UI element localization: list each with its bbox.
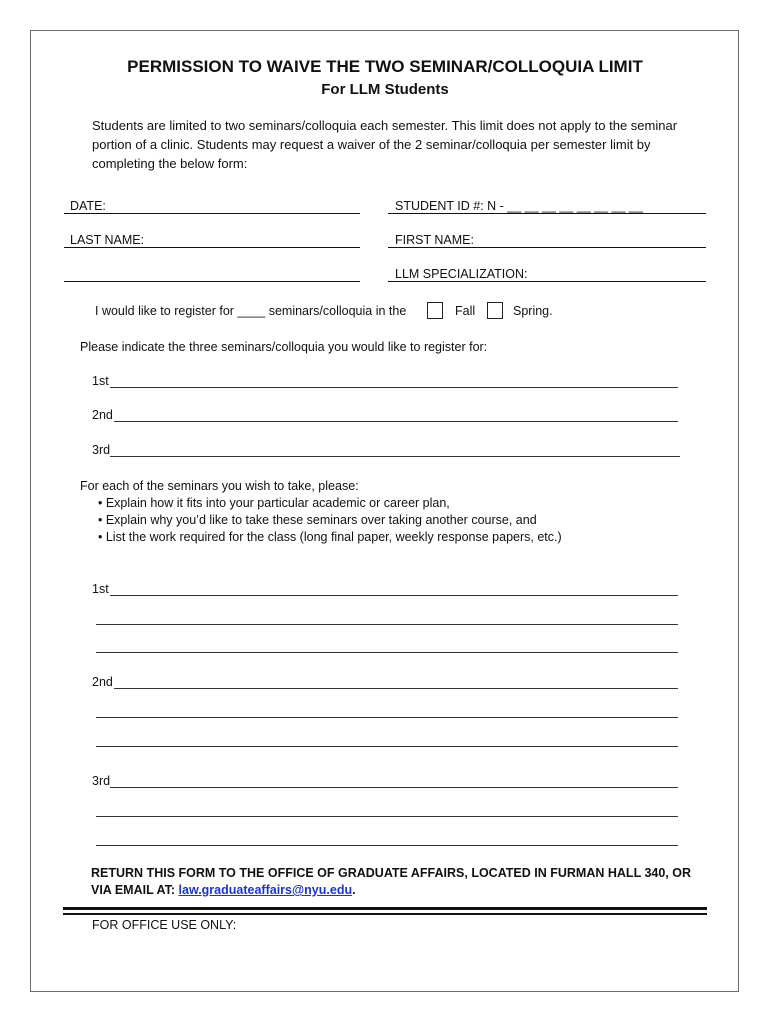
seminar-slot-label: 3rd bbox=[92, 443, 111, 457]
explanation-field-2-line-3[interactable] bbox=[96, 746, 678, 747]
spring-checkbox[interactable] bbox=[487, 302, 503, 319]
seminar-slot-label: 1st bbox=[92, 374, 109, 388]
student-id-field[interactable] bbox=[388, 213, 706, 214]
return-email-link[interactable]: law.graduateaffairs@nyu.edu bbox=[178, 883, 353, 897]
seminar-field-1[interactable] bbox=[110, 387, 678, 388]
register-text: I would like to register for ____ seminars/colloquia in the bbox=[95, 304, 407, 318]
explanation-field-3[interactable] bbox=[110, 787, 678, 788]
return-instructions bbox=[91, 865, 691, 899]
explanation-slot-label: 1st bbox=[92, 582, 109, 596]
intro-paragraph: Students are limited to two seminars/colloquia each semester. This limit does not apply to the seminar portion of a clinic. Students may request a waiver of the 2 seminar/colloquia per semester limit by completing the below form: bbox=[92, 118, 678, 171]
explanation-field-1-line-2[interactable] bbox=[96, 624, 678, 625]
instructions bbox=[80, 478, 562, 546]
divider-bottom bbox=[63, 913, 707, 915]
first-name-label: FIRST NAME: bbox=[395, 233, 474, 247]
instruction-bullet: • Explain why you’d like to take these seminars over taking another course, and bbox=[98, 513, 537, 527]
explanation-field-3-line-3[interactable] bbox=[96, 845, 678, 846]
blank-field[interactable] bbox=[64, 281, 360, 282]
page-title: PERMISSION TO WAIVE THE TWO SEMINAR/COLLOQUIA LIMIT bbox=[127, 57, 643, 76]
date-field[interactable] bbox=[64, 213, 360, 214]
seminars-prompt: Please indicate the three seminars/colloquia you would like to register for: bbox=[80, 340, 488, 354]
explanation-field-1[interactable] bbox=[110, 595, 678, 596]
last-name-field[interactable] bbox=[64, 247, 360, 248]
date-label: DATE: bbox=[70, 199, 106, 213]
last-name-label: LAST NAME: bbox=[70, 233, 145, 247]
return-end: . bbox=[352, 883, 356, 897]
explanation-field-2[interactable] bbox=[114, 688, 678, 689]
seminar-field-3[interactable] bbox=[110, 456, 680, 457]
seminar-field-2[interactable] bbox=[114, 421, 678, 422]
fall-checkbox[interactable] bbox=[427, 302, 443, 319]
specialization-field[interactable] bbox=[388, 281, 706, 282]
explanation-field-2-line-2[interactable] bbox=[96, 717, 678, 718]
specialization-label: LLM SPECIALIZATION: bbox=[395, 267, 528, 281]
seminar-slot-label: 2nd bbox=[92, 408, 113, 422]
explanation-slot-label: 3rd bbox=[92, 774, 111, 788]
fall-label: Fall bbox=[455, 304, 476, 318]
explanation-field-1-line-3[interactable] bbox=[96, 652, 678, 653]
explanation-slot-label: 2nd bbox=[92, 675, 113, 689]
student-id-label: STUDENT ID #: N - __ __ __ __ __ __ __ __ bbox=[395, 199, 643, 213]
first-name-field[interactable] bbox=[388, 247, 706, 248]
instructions-lead: For each of the seminars you wish to take, please: bbox=[80, 479, 359, 493]
office-use-label: FOR OFFICE USE ONLY: bbox=[92, 918, 237, 932]
instruction-bullet: • Explain how it fits into your particular academic or career plan, bbox=[98, 496, 450, 510]
explanation-field-3-line-2[interactable] bbox=[96, 816, 678, 817]
spring-label: Spring. bbox=[513, 304, 553, 318]
page-subtitle: For LLM Students bbox=[321, 81, 449, 98]
return-note: RETURN THIS FORM TO THE OFFICE OF GRADUATE AFFAIRS, LOCATED IN FURMAN HALL 340, OR VIA EMAIL AT: bbox=[91, 866, 691, 897]
instruction-bullet: • List the work required for the class (long final paper, weekly response papers, etc.) bbox=[98, 530, 562, 544]
divider-top bbox=[63, 907, 707, 910]
